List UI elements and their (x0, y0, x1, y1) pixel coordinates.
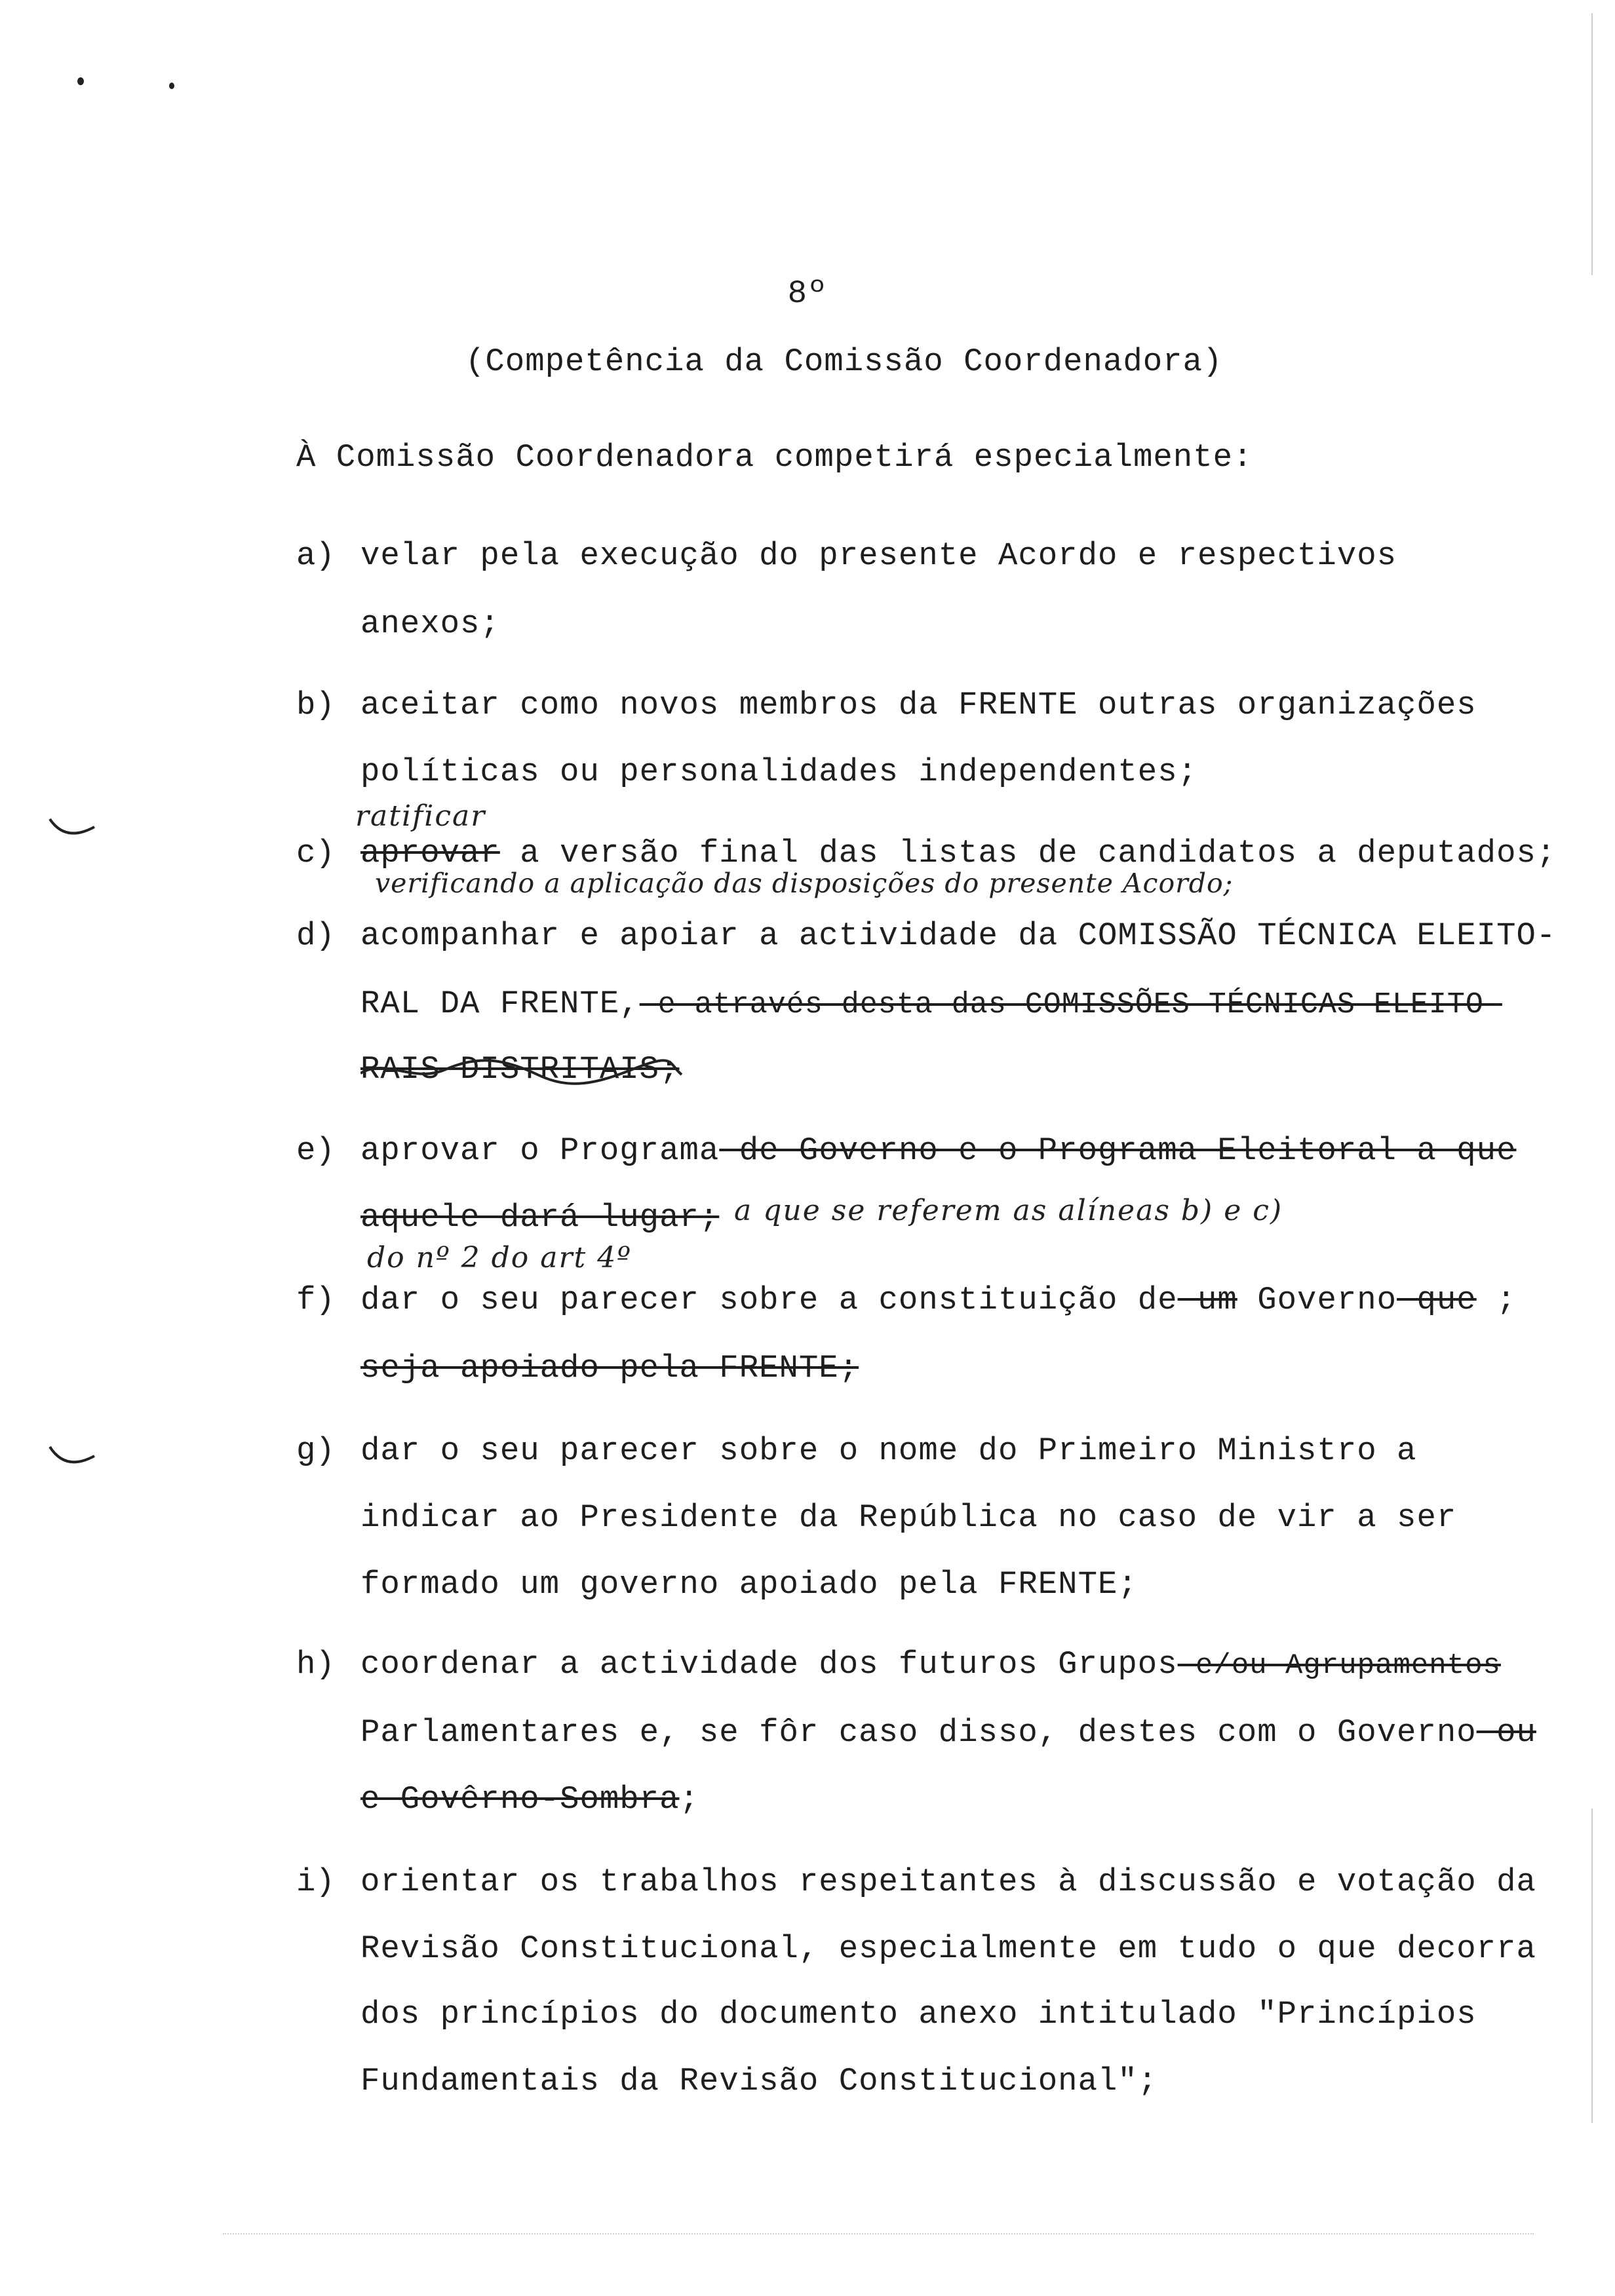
item-d-text: RAL DA FRENTE, (360, 985, 640, 1022)
scribble-mark (360, 1051, 688, 1090)
item-a-line-1: velar pela execução do presente Acordo e respectivos (360, 537, 1397, 574)
item-f-text: dar o seu parecer sobre a constituição de (360, 1282, 1178, 1318)
item-label: d) (296, 917, 335, 954)
item-f-text: ; (1476, 1282, 1517, 1318)
item-label: g) (296, 1432, 335, 1469)
intro-text: À Comissão Coordenadora competirá especialmente: (296, 439, 1253, 476)
item-h-text: Parlamentares e, se fôr caso disso, destes com o Governo (360, 1714, 1477, 1751)
item-d-line-1: acompanhar e apoiar a actividade da COMISSÃO TÉCNICA ELEITO- (360, 917, 1557, 954)
struck-text: seja apoiado pela FRENTE; (360, 1350, 859, 1387)
struck-text: e através desta das COMISSÕES TÉCNICAS ELEITO- (639, 988, 1502, 1022)
page-number: 8º (787, 275, 828, 312)
struck-text: de Governo e o Programa Eleitoral a que (719, 1132, 1517, 1169)
item-h-line-3 (360, 1780, 699, 1819)
struck-text: e/ou Agrupamentos (1177, 1649, 1501, 1682)
item-g-line-3: formado um governo apoiado pela FRENTE; (360, 1566, 1138, 1603)
struck-text: aprovar (360, 835, 500, 871)
scan-noise (223, 2233, 1534, 2234)
struck-text: RAIS DISTRITAIS; (360, 1051, 680, 1088)
handwritten-annotation: a que se referem as alíneas b) e c) (734, 1194, 1283, 1227)
item-label: f) (296, 1282, 335, 1318)
item-label: i) (296, 1864, 335, 1900)
item-a-line-2: anexos; (360, 605, 500, 642)
struck-text: um (1177, 1282, 1237, 1318)
item-e-line-1 (360, 1131, 1517, 1170)
handwritten-annotation: verificando a aplicação das disposições do presente Acordo; (375, 868, 1234, 899)
item-g-line-1: dar o seu parecer sobre o nome do Primeiro Ministro a (360, 1432, 1417, 1469)
struck-text: aquele dará lugar; (360, 1199, 720, 1236)
stray-mark (77, 77, 84, 85)
item-b-line-2: políticas ou personalidades independentes; (360, 754, 1198, 790)
item-label: h) (296, 1646, 335, 1683)
item-h-line-2 (360, 1713, 1536, 1752)
item-h-text: ; (679, 1781, 699, 1818)
item-i-line-1: orientar os trabalhos respeitantes à discussão e votação da (360, 1864, 1536, 1900)
item-e-line-2 (360, 1198, 719, 1237)
item-label: a) (296, 537, 335, 574)
struck-text: e Govêrno-Sombra (360, 1781, 680, 1818)
item-label: c) (296, 835, 335, 871)
stray-mark (169, 83, 174, 89)
item-i-line-4: Fundamentais da Revisão Constitucional"; (360, 2063, 1158, 2099)
item-c-text: a versão final das listas de candidatos a deputados; (499, 835, 1557, 871)
item-h-line-1 (360, 1645, 1501, 1685)
handwritten-insertion: ratificar (355, 799, 486, 833)
margin-arc-mark (46, 813, 98, 845)
item-b-line-1: aceitar como novos membros da FRENTE outras organizações (360, 687, 1477, 723)
item-label: b) (296, 687, 335, 723)
struck-text: que (1397, 1282, 1477, 1318)
edge-line (1591, 13, 1593, 275)
item-d-line-2 (360, 984, 1502, 1025)
item-g-line-2: indicar ao Presidente da República no caso de vir a ser (360, 1499, 1457, 1536)
item-f-text: Governo (1237, 1282, 1397, 1318)
margin-arc-mark (46, 1442, 98, 1474)
item-f-line-1 (360, 1280, 1517, 1320)
item-label: e) (296, 1132, 335, 1169)
item-e-text: aprovar o Programa (360, 1132, 720, 1169)
struck-text: ou (1476, 1714, 1536, 1751)
item-i-line-3: dos princípios do documento anexo intitulado "Princípios (360, 1996, 1477, 2033)
edge-line (1591, 1808, 1593, 2123)
section-title: (Competência da Comissão Coordenadora) (465, 343, 1223, 380)
item-h-text: coordenar a actividade dos futuros Grupos (360, 1646, 1178, 1683)
item-i-line-2: Revisão Constitucional, especialmente em tudo o que decorra (360, 1930, 1536, 1967)
handwritten-annotation: do nº 2 do art 4º (367, 1241, 632, 1274)
